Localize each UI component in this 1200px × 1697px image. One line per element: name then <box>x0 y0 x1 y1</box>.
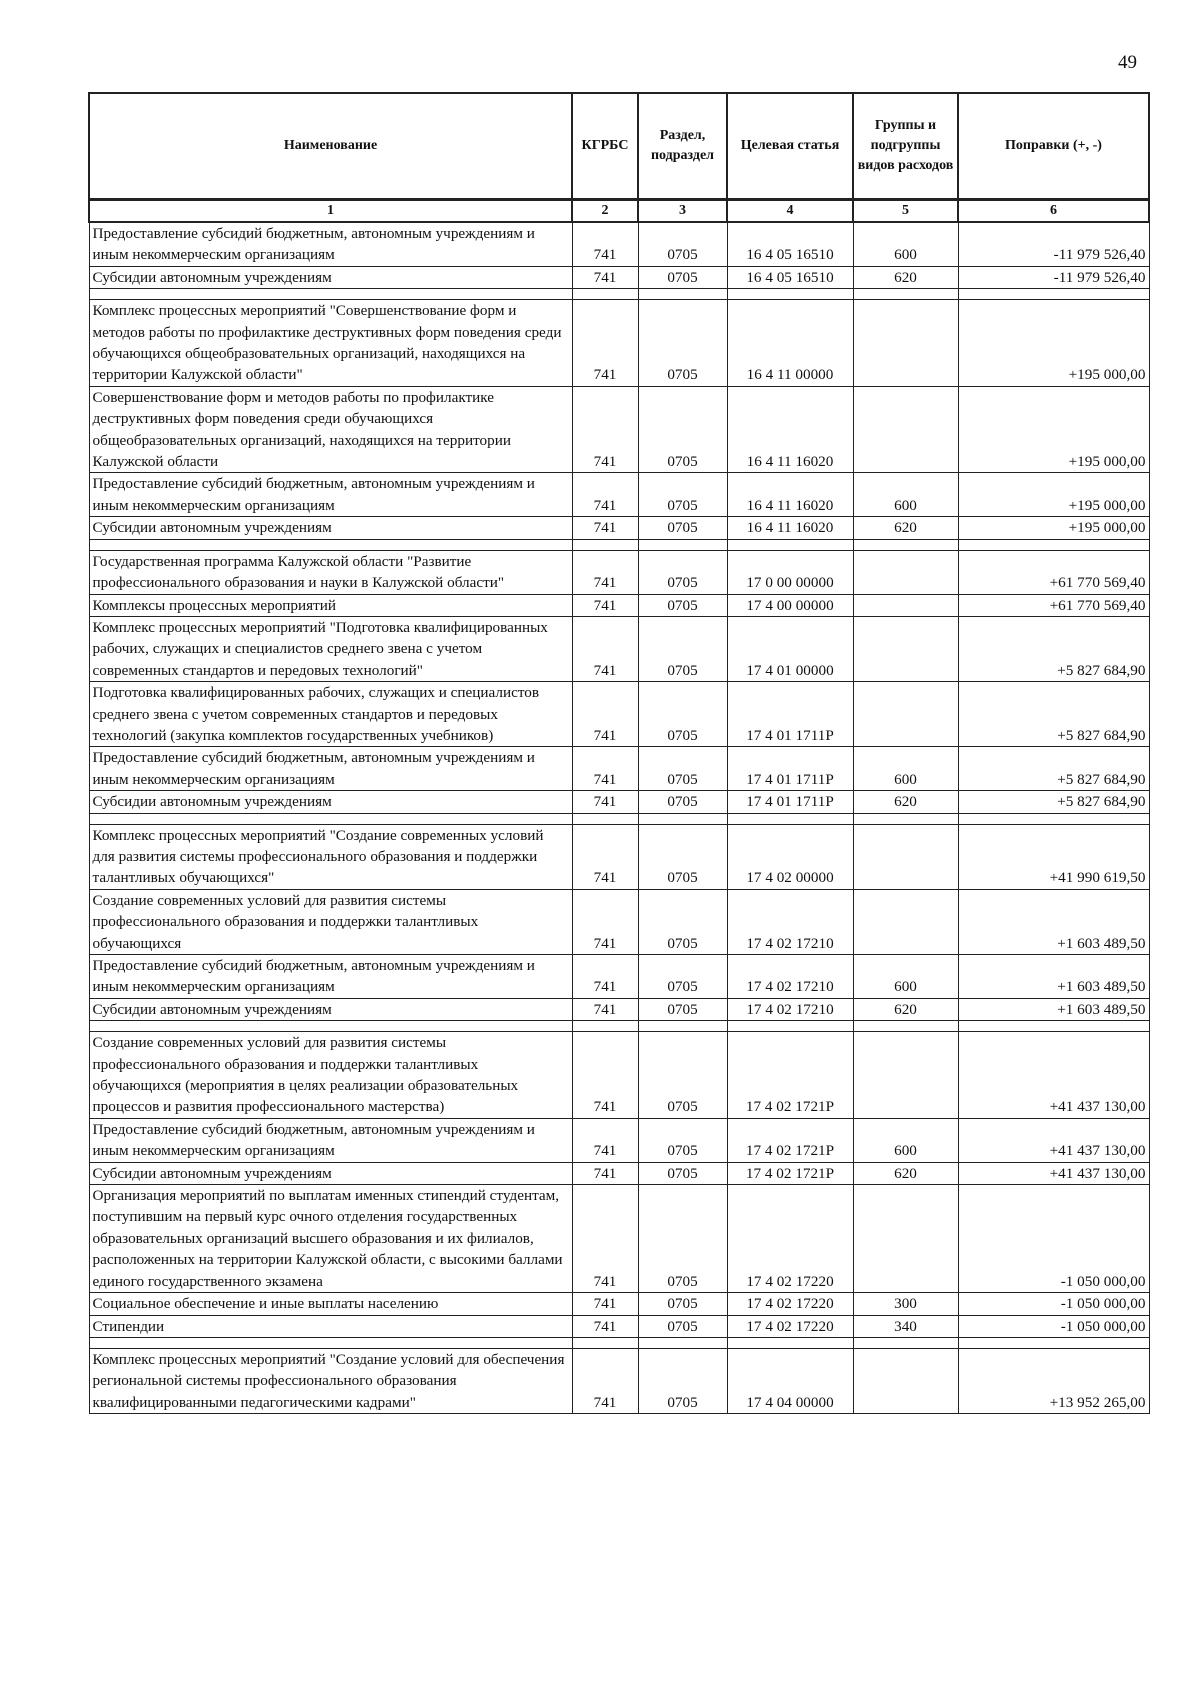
row-section-cell: 0705 <box>638 1348 727 1413</box>
column-header-target: Целевая статья <box>727 93 853 200</box>
row-target-cell: 16 4 11 16020 <box>727 517 853 539</box>
row-group-cell: 600 <box>853 222 958 266</box>
row-amount-cell: +41 437 130,00 <box>958 1032 1149 1119</box>
row-amount-cell: -1 050 000,00 <box>958 1315 1149 1337</box>
row-target-cell: 17 4 02 1721P <box>727 1032 853 1119</box>
row-section-cell: 0705 <box>638 682 727 747</box>
row-amount-cell: +1 603 489,50 <box>958 955 1149 999</box>
row-group-cell: 620 <box>853 517 958 539</box>
row-name-cell: Предоставление субсидий бюджетным, автономным учреждениям и иным некоммерческим организациям <box>89 747 572 791</box>
spacer-cell <box>89 289 572 300</box>
row-section-cell: 0705 <box>638 1118 727 1162</box>
spacer-cell <box>638 289 727 300</box>
row-group-cell <box>853 594 958 616</box>
spacer-cell <box>958 1021 1149 1032</box>
row-group-cell: 300 <box>853 1293 958 1315</box>
row-group-cell: 600 <box>853 955 958 999</box>
row-name-cell: Предоставление субсидий бюджетным, автономным учреждениям и иным некоммерческим организациям <box>89 473 572 517</box>
row-group-cell <box>853 1185 958 1293</box>
row-kgrbs-cell: 741 <box>572 1032 638 1119</box>
row-amount-cell: +1 603 489,50 <box>958 998 1149 1020</box>
row-group-cell: 600 <box>853 747 958 791</box>
column-number: 6 <box>958 200 1149 223</box>
row-group-cell: 620 <box>853 998 958 1020</box>
row-group-cell <box>853 550 958 594</box>
row-name-cell: Социальное обеспечение и иные выплаты населению <box>89 1293 572 1315</box>
spacer-cell <box>727 539 853 550</box>
row-amount-cell: +13 952 265,00 <box>958 1348 1149 1413</box>
column-number-row <box>89 200 1149 223</box>
spacer-cell <box>853 289 958 300</box>
row-section-cell: 0705 <box>638 473 727 517</box>
row-target-cell: 17 4 04 00000 <box>727 1348 853 1413</box>
row-section-cell: 0705 <box>638 222 727 266</box>
column-header-section: Раздел, подраздел <box>638 93 727 200</box>
row-name-cell: Комплекс процессных мероприятий "Создание условий для обеспечения региональной системы профессионального образования квалифицированными педагогическими кадрами" <box>89 1348 572 1413</box>
row-section-cell: 0705 <box>638 300 727 387</box>
row-name-cell: Комплекс процессных мероприятий "Создание современных условий для развития системы профессионального образования и поддержки талантливых обучающихся" <box>89 824 572 889</box>
spacer-cell <box>727 1337 853 1348</box>
row-amount-cell: +195 000,00 <box>958 386 1149 473</box>
table-row <box>89 1185 1149 1293</box>
row-section-cell: 0705 <box>638 550 727 594</box>
row-name-cell: Субсидии автономным учреждениям <box>89 517 572 539</box>
row-name-cell: Предоставление субсидий бюджетным, автономным учреждениям и иным некоммерческим организациям <box>89 222 572 266</box>
table-row <box>89 791 1149 813</box>
row-kgrbs-cell: 741 <box>572 1293 638 1315</box>
table-row <box>89 594 1149 616</box>
column-number: 1 <box>89 200 572 223</box>
row-target-cell: 17 4 02 1721P <box>727 1162 853 1184</box>
row-section-cell: 0705 <box>638 616 727 681</box>
column-number: 3 <box>638 200 727 223</box>
spacer-cell <box>89 539 572 550</box>
spacer-cell <box>572 1021 638 1032</box>
table-row <box>89 1162 1149 1184</box>
row-name-cell: Субсидии автономным учреждениям <box>89 266 572 288</box>
column-header-name: Наименование <box>89 93 572 200</box>
row-section-cell: 0705 <box>638 791 727 813</box>
row-name-cell: Субсидии автономным учреждениям <box>89 791 572 813</box>
row-kgrbs-cell: 741 <box>572 747 638 791</box>
row-group-cell: 620 <box>853 791 958 813</box>
row-group-cell <box>853 1348 958 1413</box>
row-name-cell: Комплексы процессных мероприятий <box>89 594 572 616</box>
spacer-row <box>89 539 1149 550</box>
row-name-cell: Предоставление субсидий бюджетным, автономным учреждениям и иным некоммерческим организациям <box>89 955 572 999</box>
table-row <box>89 300 1149 387</box>
row-kgrbs-cell: 741 <box>572 1315 638 1337</box>
budget-amendments-table <box>88 92 1150 1414</box>
row-section-cell: 0705 <box>638 889 727 954</box>
row-group-cell <box>853 386 958 473</box>
spacer-row <box>89 1021 1149 1032</box>
table-row <box>89 889 1149 954</box>
row-target-cell: 17 4 00 00000 <box>727 594 853 616</box>
row-group-cell: 620 <box>853 266 958 288</box>
row-section-cell: 0705 <box>638 517 727 539</box>
spacer-cell <box>572 1337 638 1348</box>
table-row <box>89 1032 1149 1119</box>
spacer-cell <box>572 539 638 550</box>
table-row <box>89 386 1149 473</box>
spacer-cell <box>89 1021 572 1032</box>
table-row <box>89 517 1149 539</box>
row-section-cell: 0705 <box>638 1315 727 1337</box>
row-section-cell: 0705 <box>638 1032 727 1119</box>
row-group-cell: 600 <box>853 1118 958 1162</box>
row-kgrbs-cell: 741 <box>572 955 638 999</box>
spacer-cell <box>572 289 638 300</box>
column-number: 4 <box>727 200 853 223</box>
row-target-cell: 16 4 11 16020 <box>727 386 853 473</box>
row-target-cell: 17 4 02 1721P <box>727 1118 853 1162</box>
row-kgrbs-cell: 741 <box>572 222 638 266</box>
spacer-cell <box>958 813 1149 824</box>
spacer-cell <box>853 1337 958 1348</box>
row-amount-cell: -1 050 000,00 <box>958 1293 1149 1315</box>
spacer-cell <box>89 1337 572 1348</box>
spacer-cell <box>638 1021 727 1032</box>
row-section-cell: 0705 <box>638 998 727 1020</box>
spacer-cell <box>853 1021 958 1032</box>
row-section-cell: 0705 <box>638 747 727 791</box>
spacer-cell <box>958 539 1149 550</box>
spacer-row <box>89 1337 1149 1348</box>
spacer-cell <box>727 813 853 824</box>
row-name-cell: Государственная программа Калужской области "Развитие профессионального образования и науки в Калужской области" <box>89 550 572 594</box>
spacer-cell <box>958 289 1149 300</box>
row-kgrbs-cell: 741 <box>572 266 638 288</box>
row-group-cell <box>853 889 958 954</box>
row-name-cell: Подготовка квалифицированных рабочих, служащих и специалистов среднего звена с учетом современных стандартов и передовых технологий (закупка комплектов государственных учебников) <box>89 682 572 747</box>
row-section-cell: 0705 <box>638 1185 727 1293</box>
table-row <box>89 1293 1149 1315</box>
row-section-cell: 0705 <box>638 955 727 999</box>
row-amount-cell: +61 770 569,40 <box>958 550 1149 594</box>
row-kgrbs-cell: 741 <box>572 473 638 517</box>
table-row <box>89 222 1149 266</box>
row-name-cell: Субсидии автономным учреждениям <box>89 998 572 1020</box>
row-group-cell <box>853 616 958 681</box>
row-kgrbs-cell: 741 <box>572 1185 638 1293</box>
row-section-cell: 0705 <box>638 1293 727 1315</box>
row-group-cell <box>853 824 958 889</box>
spacer-cell <box>638 1337 727 1348</box>
row-target-cell: 17 4 01 1711P <box>727 791 853 813</box>
spacer-row <box>89 289 1149 300</box>
table-row <box>89 473 1149 517</box>
row-group-cell: 340 <box>853 1315 958 1337</box>
row-group-cell: 600 <box>853 473 958 517</box>
table-body <box>89 222 1149 1414</box>
row-amount-cell: +1 603 489,50 <box>958 889 1149 954</box>
spacer-cell <box>727 289 853 300</box>
row-kgrbs-cell: 741 <box>572 791 638 813</box>
row-target-cell: 17 4 02 17220 <box>727 1185 853 1293</box>
table-row <box>89 616 1149 681</box>
row-kgrbs-cell: 741 <box>572 300 638 387</box>
row-name-cell: Создание современных условий для развития системы профессионального образования и поддержки талантливых обучающихся (мероприятия в целях реализации образовательных процессов и развития профессионального мастерства) <box>89 1032 572 1119</box>
row-amount-cell: -11 979 526,40 <box>958 222 1149 266</box>
row-kgrbs-cell: 741 <box>572 517 638 539</box>
spacer-cell <box>853 539 958 550</box>
page-number: 49 <box>1118 52 1137 73</box>
row-target-cell: 17 4 02 17220 <box>727 1293 853 1315</box>
row-target-cell: 16 4 11 16020 <box>727 473 853 517</box>
row-target-cell: 17 0 00 00000 <box>727 550 853 594</box>
column-header-groups: Группы и подгруппы видов расходов <box>853 93 958 200</box>
table-row <box>89 955 1149 999</box>
row-group-cell: 620 <box>853 1162 958 1184</box>
row-kgrbs-cell: 741 <box>572 386 638 473</box>
column-number: 2 <box>572 200 638 223</box>
table-row <box>89 682 1149 747</box>
row-section-cell: 0705 <box>638 824 727 889</box>
spacer-row <box>89 813 1149 824</box>
row-amount-cell: -11 979 526,40 <box>958 266 1149 288</box>
spacer-cell <box>727 1021 853 1032</box>
column-number: 5 <box>853 200 958 223</box>
row-kgrbs-cell: 741 <box>572 682 638 747</box>
table-row <box>89 998 1149 1020</box>
row-target-cell: 17 4 02 17220 <box>727 1315 853 1337</box>
row-kgrbs-cell: 741 <box>572 550 638 594</box>
row-name-cell: Совершенствование форм и методов работы по профилактике деструктивных форм поведения среди обучающихся общеобразовательных организаций, находящихся на территории Калужской области <box>89 386 572 473</box>
table-row <box>89 1315 1149 1337</box>
row-section-cell: 0705 <box>638 386 727 473</box>
row-target-cell: 16 4 05 16510 <box>727 266 853 288</box>
row-amount-cell: +5 827 684,90 <box>958 747 1149 791</box>
row-amount-cell: +195 000,00 <box>958 473 1149 517</box>
row-target-cell: 17 4 01 00000 <box>727 616 853 681</box>
spacer-cell <box>638 539 727 550</box>
table-row <box>89 1118 1149 1162</box>
row-amount-cell: +41 437 130,00 <box>958 1162 1149 1184</box>
row-amount-cell: +195 000,00 <box>958 300 1149 387</box>
row-group-cell <box>853 1032 958 1119</box>
row-target-cell: 16 4 11 00000 <box>727 300 853 387</box>
row-name-cell: Стипендии <box>89 1315 572 1337</box>
spacer-cell <box>638 813 727 824</box>
spacer-cell <box>853 813 958 824</box>
row-target-cell: 16 4 05 16510 <box>727 222 853 266</box>
row-name-cell: Предоставление субсидий бюджетным, автономным учреждениям и иным некоммерческим организациям <box>89 1118 572 1162</box>
row-target-cell: 17 4 02 17210 <box>727 955 853 999</box>
row-kgrbs-cell: 741 <box>572 998 638 1020</box>
table-row <box>89 266 1149 288</box>
row-target-cell: 17 4 01 1711P <box>727 747 853 791</box>
table-row <box>89 550 1149 594</box>
row-kgrbs-cell: 741 <box>572 1162 638 1184</box>
spacer-cell <box>572 813 638 824</box>
row-group-cell <box>853 300 958 387</box>
column-header-amendments: Поправки (+, -) <box>958 93 1149 200</box>
row-amount-cell: -1 050 000,00 <box>958 1185 1149 1293</box>
row-section-cell: 0705 <box>638 1162 727 1184</box>
row-kgrbs-cell: 741 <box>572 1348 638 1413</box>
row-amount-cell: +5 827 684,90 <box>958 682 1149 747</box>
row-amount-cell: +41 437 130,00 <box>958 1118 1149 1162</box>
table-row <box>89 747 1149 791</box>
row-target-cell: 17 4 02 00000 <box>727 824 853 889</box>
row-name-cell: Создание современных условий для развития системы профессионального образования и поддержки талантливых обучающихся <box>89 889 572 954</box>
spacer-cell <box>958 1337 1149 1348</box>
row-kgrbs-cell: 741 <box>572 594 638 616</box>
row-amount-cell: +195 000,00 <box>958 517 1149 539</box>
row-amount-cell: +5 827 684,90 <box>958 791 1149 813</box>
row-kgrbs-cell: 741 <box>572 1118 638 1162</box>
row-section-cell: 0705 <box>638 266 727 288</box>
row-name-cell: Комплекс процессных мероприятий "Подготовка квалифицированных рабочих, служащих и специалистов среднего звена с учетом современных стандартов и передовых технологий" <box>89 616 572 681</box>
row-name-cell: Организация мероприятий по выплатам именных стипендий студентам, поступившим на первый курс очного отделения государственных образовательных организаций высшего образования и их филиалов, расположенных на территории Калужской области, с высокими баллами единого государственного экзамена <box>89 1185 572 1293</box>
row-target-cell: 17 4 01 1711P <box>727 682 853 747</box>
row-name-cell: Комплекс процессных мероприятий "Совершенствование форм и методов работы по профилактике деструктивных форм поведения среди обучающихся общеобразовательных организаций, находящихся на территории Калужской области" <box>89 300 572 387</box>
row-amount-cell: +61 770 569,40 <box>958 594 1149 616</box>
row-target-cell: 17 4 02 17210 <box>727 889 853 954</box>
column-header-kgrbs: КГРБС <box>572 93 638 200</box>
table-header-row <box>89 93 1149 200</box>
row-group-cell <box>853 682 958 747</box>
row-section-cell: 0705 <box>638 594 727 616</box>
table-row <box>89 1348 1149 1413</box>
row-kgrbs-cell: 741 <box>572 889 638 954</box>
spacer-cell <box>89 813 572 824</box>
row-amount-cell: +5 827 684,90 <box>958 616 1149 681</box>
table-row <box>89 824 1149 889</box>
row-name-cell: Субсидии автономным учреждениям <box>89 1162 572 1184</box>
row-target-cell: 17 4 02 17210 <box>727 998 853 1020</box>
row-amount-cell: +41 990 619,50 <box>958 824 1149 889</box>
row-kgrbs-cell: 741 <box>572 616 638 681</box>
row-kgrbs-cell: 741 <box>572 824 638 889</box>
